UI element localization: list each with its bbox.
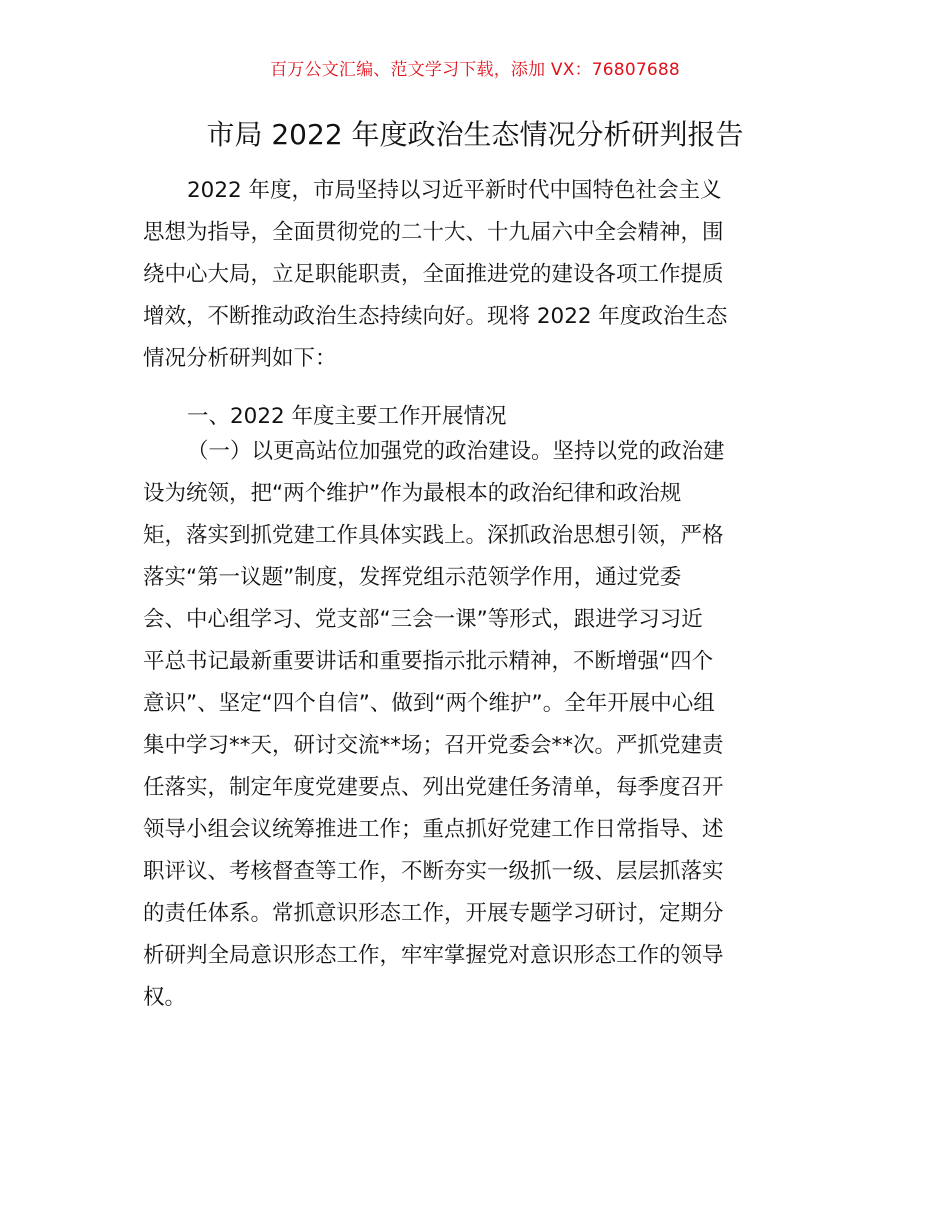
section-line: 权。 bbox=[143, 985, 187, 1010]
document-title: 市局 2022 年度政治生态情况分析研判报告 bbox=[206, 118, 744, 151]
section-line: （一）以更高站位加强党的政治建设。坚持以党的政治建 bbox=[187, 439, 725, 464]
section-line: 平总书记最新重要讲话和重要指示批示精神，不断增强“四个 bbox=[143, 649, 714, 674]
intro-paragraph bbox=[143, 170, 811, 380]
section-line: 意识”、坚定“四个自信”、做到“两个维护”。全年开展中心组 bbox=[143, 691, 715, 716]
intro-line: 绕中心大局，立足职能职责，全面推进党的建设各项工作提质 bbox=[143, 262, 724, 287]
section-line: 集中学习**天，研讨交流**场；召开党委会**次。严抓党建责 bbox=[143, 733, 724, 758]
section-line: 任落实，制定年度党建要点、列出党建任务清单，每季度召开 bbox=[143, 775, 724, 800]
section-line: 落实“第一议题”制度，发挥党组示范领学作用，通过党委 bbox=[143, 565, 682, 590]
section-line: 析研判全局意识形态工作，牢牢掌握党对意识形态工作的领导 bbox=[143, 943, 724, 968]
section-line: 职评议、考核督查等工作，不断夯实一级抓一级、层层抓落实 bbox=[143, 859, 724, 884]
section-line: 的责任体系。常抓意识形态工作，开展专题学习研讨，定期分 bbox=[143, 901, 724, 926]
intro-line: 情况分析研判如下： bbox=[143, 346, 337, 371]
watermark-header: 百万公文汇编、范文学习下载，添加 VX：76807688 bbox=[270, 60, 680, 80]
intro-line: 2022 年度，市局坚持以习近平新时代中国特色社会主义 bbox=[187, 178, 722, 203]
section-paragraph bbox=[143, 431, 811, 1019]
intro-line: 增效，不断推动政治生态持续向好。现将 2022 年度政治生态 bbox=[143, 304, 728, 329]
section-heading-text: 一、2022 年度主要工作开展情况 bbox=[187, 404, 507, 429]
section-line: 矩，落实到抓党建工作具体实践上。深抓政治思想引领，严格 bbox=[143, 523, 724, 548]
section-line: 会、中心组学习、党支部“三会一课”等形式，跟进学习习近 bbox=[143, 607, 703, 632]
section-line: 设为统领，把“两个维护”作为最根本的政治纪律和政治规 bbox=[143, 481, 682, 506]
intro-line: 思想为指导，全面贯彻党的二十大、十九届六中全会精神，围 bbox=[143, 220, 724, 245]
section-line: 领导小组会议统筹推进工作；重点抓好党建工作日常指导、述 bbox=[143, 817, 724, 842]
